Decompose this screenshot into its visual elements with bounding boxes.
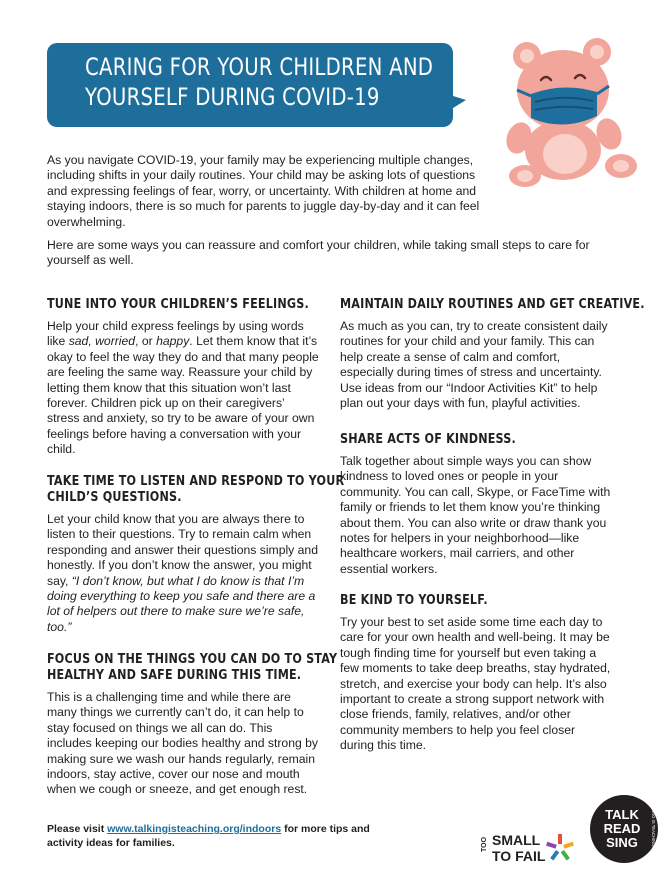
logo-ring-text: TALKING IS TEACHING.ORG xyxy=(651,800,656,858)
page-title-line-1: CARING FOR YOUR CHILDREN AND xyxy=(85,53,434,81)
title-banner-tail xyxy=(440,92,466,116)
intro-paragraph-2: Here are some ways you can reassure and comfort your children, while taking small steps to care for yourself as well. xyxy=(47,238,590,268)
section-heading xyxy=(47,474,345,506)
intro-paragraph-1: As you navigate COVID-19, your family may be experiencing multiple changes, including shifts in your daily routines. Your child may be asking lots of questions and expressing feelings of fear, worry, or uncertainty. With children at home and staying indoors, there is so much for parents to juggle day-by-day and it can feel overwhelming. xyxy=(47,153,480,229)
section-text: This is a challenging time and while there are many things we currently can’t do, it can help to stay focused on things we all can do. This includes keeping our bodies healthy and strong by making sure we wash our hands regularly, remain indoors, stay active, cover our nose and mouth when we cough or sneeze, and get enough rest. xyxy=(47,690,319,797)
too-small-to-fail-logo xyxy=(480,826,576,870)
page-title xyxy=(85,52,434,112)
section-text: Talk together about simple ways you can show kindness to loved ones or people in your community. You can call, Skype, or FaceTime with family or friends to let them know you’re thinking about them. You can also write or draw thank you notes for helpers in your neighborhood—like healthcare workers, mail carriers, and other essential workers. xyxy=(340,454,611,576)
section-heading: TUNE INTO YOUR CHILDREN’S FEELINGS. xyxy=(47,297,309,312)
indoors-link[interactable]: www.talkingisteaching.org/indoors xyxy=(107,823,282,835)
logo-too: TOO xyxy=(481,836,488,852)
teddy-bear-illustration xyxy=(497,38,645,188)
logo-small: SMALL xyxy=(492,832,541,848)
quote-text: “I don’t know, but what I do know is that I’m doing everything to keep you safe and there are a lot of helpers out there to make sure we’re safe, too.” xyxy=(47,573,316,634)
italic-word: happy xyxy=(156,334,190,349)
talk-read-sing-logo xyxy=(588,793,660,865)
footer-text: for more tips and activity ideas for families. xyxy=(47,823,370,849)
section-text xyxy=(47,319,319,458)
section-kindness xyxy=(340,432,612,577)
section-heading: BE KIND TO YOURSELF. xyxy=(340,593,488,608)
section-be-kind xyxy=(340,593,612,754)
section-routines xyxy=(340,297,645,411)
section-text: Try your best to set aside some time each day to care for your own health and well-being. It may be tough finding time for yourself but even taking a few moments to take deep breaths, stay hydrated, stretch, and exercise your body can help. It’s also important to create a strong support network with close friends, family, relatives, and/or other community members to help you feel closer during this time. xyxy=(340,615,611,753)
section-focus xyxy=(47,652,338,798)
heading-line: FOCUS ON THE THINGS YOU CAN DO TO STAY xyxy=(47,652,338,667)
text-span: . Let them know that it’s okay to feel the way they do and that many people are feeling the same way. Reassure your child by letting them know that this situation won’t last forever. Children pick up on their caregivers’ stress and anxiety, so try to be aware of your own feelings before having a conversation with your child. xyxy=(47,334,319,457)
heading-line: HEALTHY AND SAFE DURING THIS TIME. xyxy=(47,668,302,683)
heading-line: TAKE TIME TO LISTEN AND RESPOND TO YOUR xyxy=(47,474,345,489)
heading-line: CHILD’S QUESTIONS. xyxy=(47,490,182,505)
section-listen xyxy=(47,474,345,635)
footer-note xyxy=(47,822,387,850)
logo-talk: TALK xyxy=(605,807,639,822)
text-span: Help your child express feelings by using words like xyxy=(47,319,304,349)
section-text: As much as you can, try to create consistent daily routines for your child and your family. This can help create a sense of calm and comfort, especially during times of stress and uncertainty. Use ideas from our “Indoor Activities Kit” to help plan out your days with fun, playful activities. xyxy=(340,319,608,411)
text-span: Let your child know that you are always there to listen to their questions. Try to remain calm when responding and answer their questions simply and honestly. If you don’t know the answer, you might say, xyxy=(47,512,318,588)
section-text xyxy=(47,512,319,635)
logo-to-fail: TO FAIL xyxy=(492,848,546,864)
section-heading xyxy=(47,652,338,684)
italic-words: sad, worried xyxy=(68,334,136,349)
section-heading: SHARE ACTS OF KINDNESS. xyxy=(340,432,516,447)
footer-text: Please visit xyxy=(47,823,108,835)
logo-read: READ xyxy=(603,821,641,836)
section-feelings xyxy=(47,297,319,458)
text-span: , or xyxy=(135,334,157,349)
section-heading: MAINTAIN DAILY ROUTINES AND GET CREATIVE. xyxy=(340,297,645,312)
logo-sing: SING xyxy=(606,835,638,850)
page-title-line-2: YOURSELF DURING COVID-19 xyxy=(85,83,380,111)
